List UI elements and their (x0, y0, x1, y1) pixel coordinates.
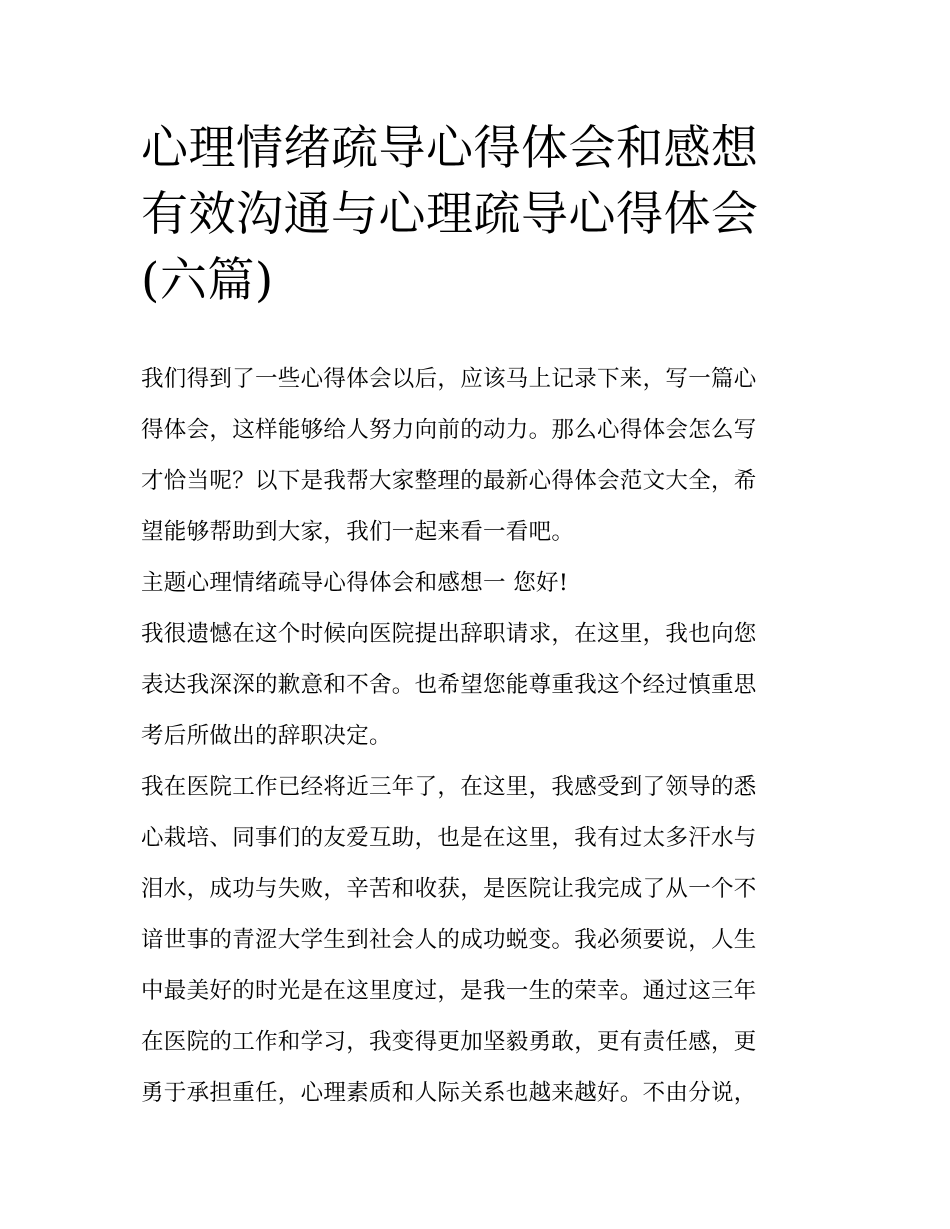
body-line: 中最美好的时光是在这里度过，是我一生的荣幸。通过这三年 (141, 978, 757, 1004)
document-title (141, 116, 821, 314)
body-line: 考后所做出的辞职决定。 (141, 723, 392, 749)
body-line: 泪水，成功与失败，辛苦和收获，是医院让我完成了从一个不 (141, 876, 757, 902)
title-line: (六篇) (141, 253, 274, 308)
section-heading: 主题心理情绪疏导心得体会和感想一 您好! (141, 570, 569, 596)
body-line: 勇于承担重任，心理素质和人际关系也越来越好。不由分说， (141, 1080, 757, 1106)
body-line: 谙世事的青涩大学生到社会人的成功蜕变。我必须要说，人生 (141, 927, 757, 953)
body-line: 我很遗憾在这个时候向医院提出辞职请求，在这里，我也向您 (141, 621, 757, 647)
body-line: 得体会，这样能够给人努力向前的动力。那么心得体会怎么写 (141, 417, 757, 443)
body-line: 表达我深深的歉意和不舍。也希望您能尊重我这个经过慎重思 (141, 672, 757, 698)
title-line: 有效沟通与心理疏导心得体会 (141, 187, 759, 242)
document-body (141, 362, 821, 1127)
body-line: 望能够帮助到大家，我们一起来看一看吧。 (141, 519, 575, 545)
body-line: 我们得到了一些心得体会以后，应该马上记录下来，写一篇心 (141, 366, 757, 392)
title-line: 心理情绪疏导心得体会和感想 (141, 121, 759, 176)
body-line: 心栽培、同事们的友爱互助，也是在这里，我有过太多汗水与 (141, 825, 757, 851)
body-line: 才恰当呢？以下是我帮大家整理的最新心得体会范文大全，希 (141, 468, 757, 494)
body-line: 我在医院工作已经将近三年了，在这里，我感受到了领导的悉 (141, 774, 757, 800)
body-line: 在医院的工作和学习，我变得更加坚毅勇敢，更有责任感，更 (141, 1029, 757, 1055)
